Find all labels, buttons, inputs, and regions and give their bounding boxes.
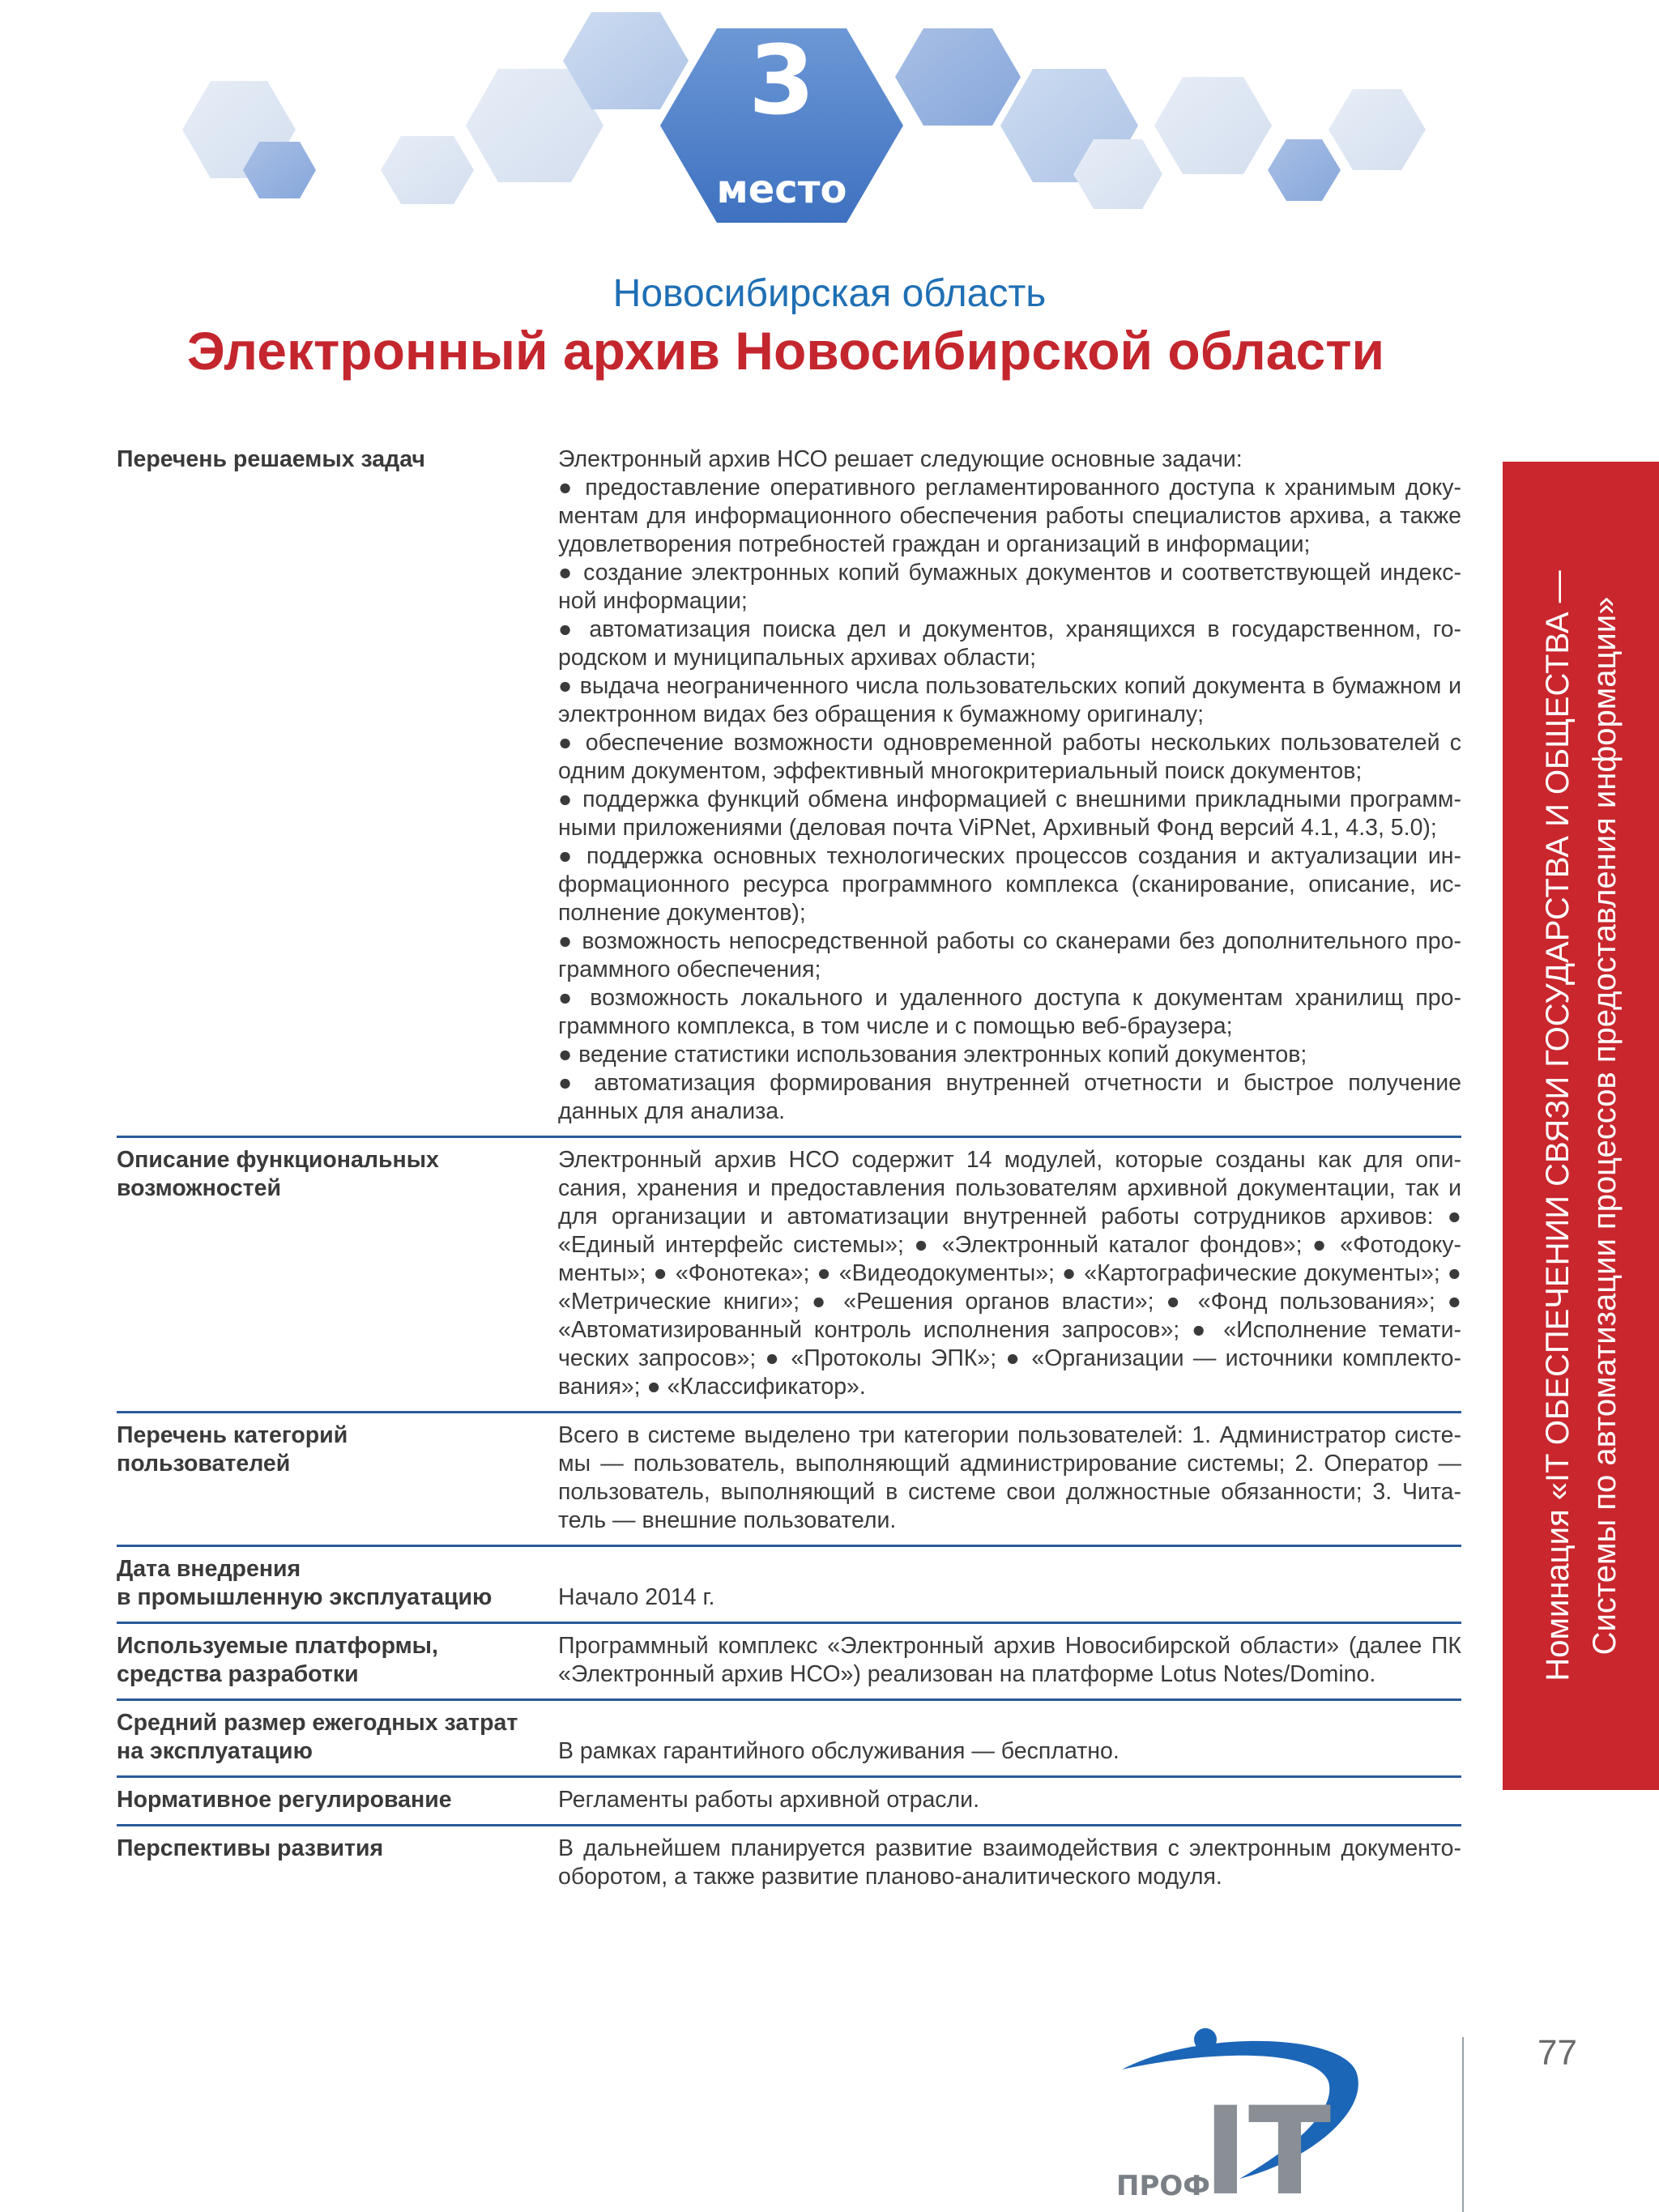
row-label-text: Перспективы развития [117,1835,384,1861]
logo-it-text: IT [1203,2082,1332,2212]
row-value [558,1632,1461,1689]
row-paragraph: ● создание электронных копий бумажных документов и соответствующей индекс-ной информации; [558,560,1461,614]
hexagon-header-graphic [0,0,1659,267]
row-paragraph: Электронный архив НСО содержит 14 модулей, которые созданы как для опи-сания, хранения и предоставления пользователям архивной документации, так и для организации и автоматизации внутренней работы сотрудников архивов: ● «Единый интерфейс системы»; ● «Электронный каталог фондов»; ● «Фотодоку-менты»; ● «Фонотека»; ● «Видеодокументы»; ● «Картографические документы»; ● «Метрические книги»; ● «Решения органов власти»; ● «Фонд пользования»; ● «Автоматизированный контроль исполнения запросов»; ● «Исполнение темати-ческих запросов»; ● «Протоколы ЭПК»; ● «Организации — источники комплекто-вания»; ● «Классификатор». [558,1147,1461,1400]
row-value [558,1835,1461,1891]
row-paragraph: ● выдача неограниченного числа пользовательских копий документа в бумажном и электронном видах без обращения к бумажному оригиналу; [558,673,1461,727]
row-label-text: Описание функциональных возможностей [117,1147,439,1201]
table-row [117,1624,1461,1701]
row-paragraph: В дальнейшем планируется развитие взаимодействия с электронным документо-оборотом, а также развитие планово-аналитического модуля. [558,1835,1461,1890]
row-paragraph: В рамках гарантийного обслуживания — бесплатно. [558,1738,1120,1764]
row-value [558,1421,1461,1535]
table-row [117,1138,1461,1413]
nomination-line-2: Системы по автоматизации процессов предоставления информации» [1586,596,1623,1656]
row-value [558,1786,1461,1814]
table-row [117,1701,1461,1778]
row-label-text: Используемые платформы, средства разработки [117,1633,438,1687]
row-label [117,1709,558,1766]
hexagon [381,136,474,204]
hexagon [1268,139,1341,201]
row-paragraph: ● автоматизация формирования внутренней отчетности и быстрое получение данных для анализа. [558,1070,1461,1124]
row-paragraph: ● поддержка функций обмена информацией с внешними прикладными программ-ными приложениями (деловая почта ViPNet, Архивный Фонд версий 4.1, 4.3, 5.0); [558,786,1461,841]
table-row [117,1547,1461,1624]
hexagon [895,28,1021,126]
row-label-text: Перечень категорий пользователей [117,1422,348,1477]
row-label-text: Средний размер ежегодных затрат на эксплуатацию [117,1710,518,1764]
info-table [117,437,1461,1901]
nomination-line-1: Номинация «IT ОБЕСПЕЧЕНИИ СВЯЗИ ГОСУДАРСТВА И ОБЩЕСТВА — [1539,570,1576,1681]
row-paragraph: ● ведение статистики использования электронных копий документов; [558,1042,1307,1068]
table-row [117,1778,1461,1826]
table-row [117,437,1461,1138]
nomination-sidebar [1503,462,1659,1790]
row-paragraph: Электронный архив НСО решает следующие основные задачи: [558,446,1243,472]
row-label [117,1555,558,1612]
row-label [117,1421,558,1535]
region-name: Новосибирская область [612,272,1047,315]
row-label-text: Нормативное регулирование [117,1787,452,1813]
row-value [558,1146,1461,1401]
row-label [117,1146,558,1401]
row-label-text: Перечень решаемых задач [117,446,425,472]
row-label [117,445,558,1126]
row-label [117,1786,558,1814]
row-paragraph: Всего в системе выделено три категории пользователей: 1. Администратор систе-мы — пользователь, выполняющий администрирование системы; 2. Оператор — пользователь, выполняющий в системе свои должностные обязанности; 3. Чита-тель — внешние пользователи. [558,1422,1461,1533]
prof-it-logo [1102,2025,1377,2212]
row-paragraph: Регламенты работы архивной отрасли. [558,1787,980,1813]
row-label [117,1632,558,1689]
hexagon [1328,89,1426,170]
footer-divider [1462,2037,1464,2212]
row-value [558,445,1461,1126]
row-paragraph: Начало 2014 г. [558,1584,715,1610]
row-paragraph: ● возможность локального и удаленного доступа к документам хранилищ про-граммного комплекса, в том числе и с помощью веб-браузера; [558,985,1461,1039]
row-label [117,1835,558,1891]
row-paragraph: ● возможность непосредственной работы со сканерами без дополнительного про-граммного обеспечения; [558,928,1461,982]
page-title: Электронный архив Новосибирской области [186,321,1385,381]
place-number: 3 [748,24,816,136]
logo-prof-text: ПРОФ [1116,2170,1210,2202]
row-paragraph: ● обеспечение возможности одновременной работы нескольких пользователей с одним документом, эффективный многокритериальный поиск документов; [558,730,1461,784]
row-paragraph: ● предоставление оперативного регламентированного доступа к хранимым доку-ментам для информационного обеспечения работы специалистов архива, а также удовлетворения потребностей граждан и организаций в информации; [558,475,1461,557]
row-paragraph: ● поддержка основных технологических процессов создания и актуализации ин-формационного ресурса программного комплекса (сканирование, описание, ис-полнение документов); [558,843,1461,926]
row-value [558,1555,1461,1612]
row-value [558,1709,1461,1766]
place-word: место [716,167,847,212]
hexagon [1154,77,1272,174]
page-number: 77 [1537,2033,1577,2073]
row-paragraph: Программный комплекс «Электронный архив Новосибирской области» (далее ПК «Электронный архив НСО») реализован на платформе Lotus Notes/Domino. [558,1633,1461,1687]
row-label-text: Дата внедрения в промышленную эксплуатацию [117,1556,493,1610]
row-paragraph: ● автоматизация поиска дел и документов, хранящихся в государственном, го-родском и муниципальных архивах области; [558,616,1461,671]
table-row [117,1826,1461,1901]
table-row [117,1413,1461,1547]
